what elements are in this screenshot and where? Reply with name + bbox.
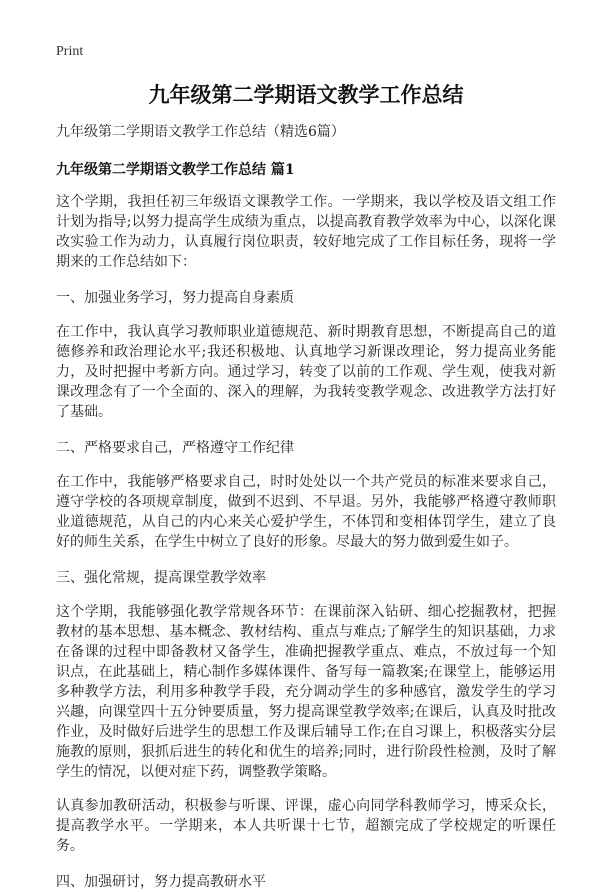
paragraph-3: 这个学期，我能够强化教学常规各环节：在课前深入钻研、细心挖掘教材，把握教材的基本思想、基本概念、教材结构、重点与难点;了解学生的知识基础，力求在备课的过程中即备教材又备学生，准确把握教学重点、难点，不放过每一个知识点，在此基础上，精心制作多媒体课件、备写每一篇教案;在课堂上，能够运用多种教学方法，利用多种教学手段，充分调动学生的多种感官，激发学生的学习兴趣，向课堂四十五分钟要质量，努力提高课堂教学效率;在课后，认真及时批改作业，及时做好后进学生的思想工作及课后辅导工作;在自习课上，积极落实分层施教的原则，狠抓后进生的转化和优生的培养;同时，进行阶段性检测，及时了解学生的情况，以便对症下药，调整教学策略。 [56,604,556,780]
section-title: 九年级第二学期语文教学工作总结 篇1 [56,162,295,178]
page-title: 九年级第二学期语文教学工作总结 [148,83,464,107]
intro-paragraph: 这个学期，我担任初三年级语文课教学工作。一学期来，我以学校及语文组工作计划为指导;以努力提高学生成绩为重点，以提高教育教学效率为中心，以深化课改实验工作为动力，认真履行岗位职责，较好地完成了工作目标任务，现将一学期来的工作总结如下： [56,194,556,270]
paragraph-1: 在工作中，我认真学习教师职业道德规范、新时期教育思想，不断提高自己的道德修养和政治理论水平;我还积极地、认真地学习新课改理论，努力提高业务能力，及时把握中考新方向。通过学习，转变了以前的工作观、学生观，使我对新课改理念有了一个全面的、深入的理解，为我转变教学观念、改进教学方法打好了基础。 [56,324,556,420]
heading-1: 一、加强业务学习，努力提高自身素质 [56,290,294,306]
heading-2: 二、严格要求自己，严格遵守工作纪律 [56,440,294,456]
print-link[interactable]: Print [56,44,84,59]
paragraph-4: 认真参加教研活动，积极参与听课、评课，虚心向同学科教师学习，博采众长，提高教学水平。一学期来，本人共听课十七节，超额完成了学校规定的听课任务。 [56,798,556,854]
heading-3: 三、强化常规，提高课堂教学效率 [56,570,266,586]
paragraph-2: 在工作中，我能够严格要求自己，时时处处以一个共产党员的标准来要求自己，遵守学校的各项规章制度，做到不迟到、不早退。另外，我能够严格遵守教师职业道德规范，从自己的内心来关心爱护学生，不体罚和变相体罚学生，建立了良好的师生关系，在学生中树立了良好的形象。尽最大的努力做到爱生如子。 [56,474,556,550]
heading-4: 四、加强研讨，努力提高教研水平 [56,874,266,890]
document-subtitle: 九年级第二学期语文教学工作总结（精选6篇） [56,124,345,140]
